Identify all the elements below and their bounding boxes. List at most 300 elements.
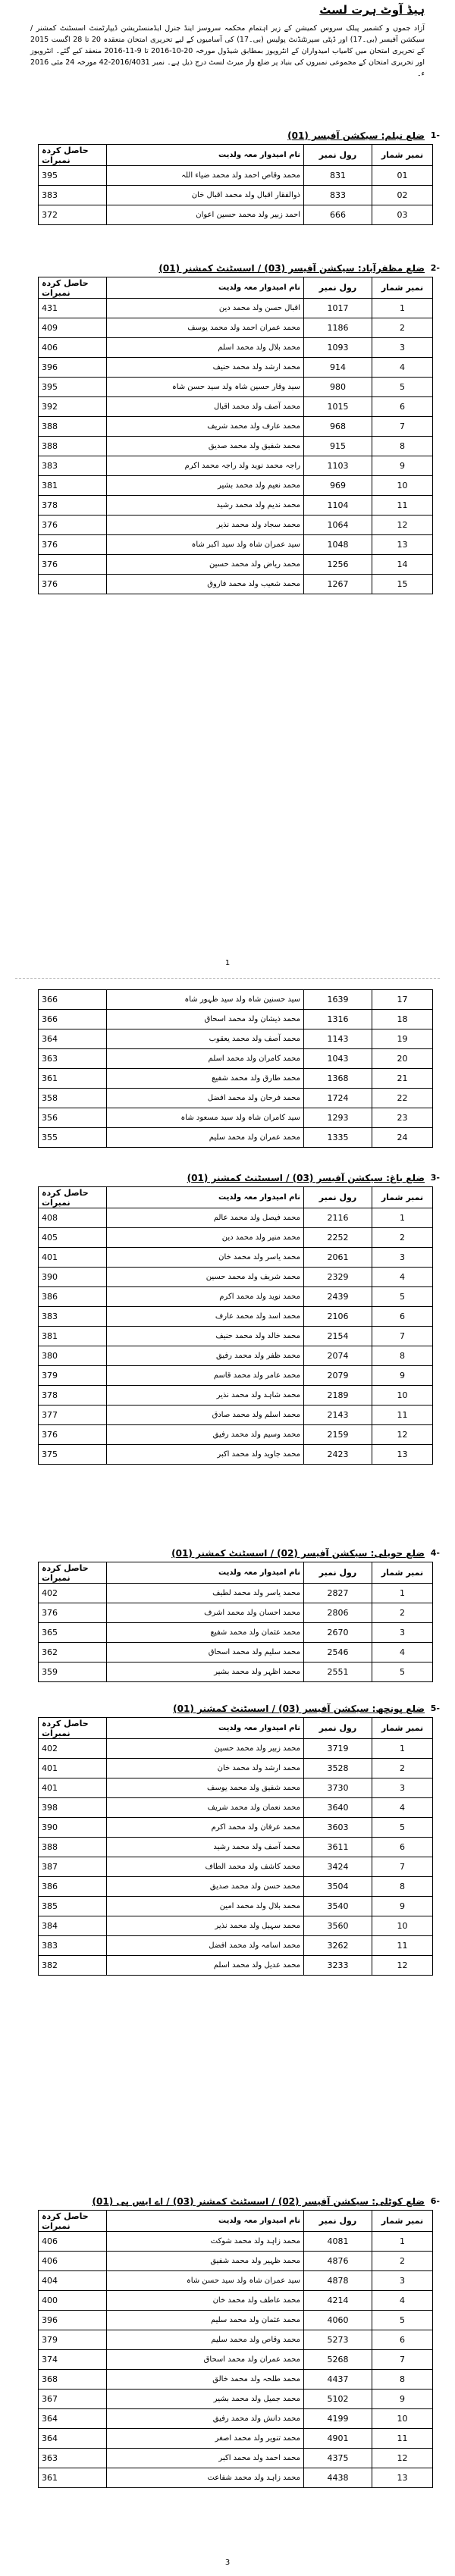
table-row <box>39 990 433 1010</box>
name-cell: محمد اظہر ولد محمد بشیر <box>107 1662 304 1682</box>
roll-number-cell: 3603 <box>304 1818 372 1838</box>
table-row <box>39 397 433 417</box>
table-row <box>39 378 433 397</box>
score-cell: 409 <box>39 318 107 338</box>
serial-number-cell: 12 <box>372 1956 433 1976</box>
merit-table <box>38 1562 433 1682</box>
name-cell: محمد شفیق ولد محمد صدیق <box>107 437 304 456</box>
table-row <box>39 1425 433 1445</box>
score-cell: 401 <box>39 1248 107 1268</box>
score-cell: 364 <box>39 2409 107 2429</box>
roll-number-cell: 2439 <box>304 1287 372 1307</box>
page-number: 1 <box>224 959 231 967</box>
table-header-row <box>39 1718 433 1739</box>
table-row <box>39 2370 433 2390</box>
table-row <box>39 1623 433 1643</box>
score-cell: 383 <box>39 456 107 476</box>
serial-number-cell: 21 <box>372 1069 433 1089</box>
roll-column-header: رول نمبر <box>304 277 372 299</box>
table-row <box>39 358 433 378</box>
name-cell: سید حسنین شاہ ولد سید ظہور شاہ <box>107 990 304 1010</box>
name-cell: محمد ندیم ولد محمد رشید <box>107 496 304 516</box>
serial-number-cell: 1 <box>372 1208 433 1228</box>
table-row <box>39 1877 433 1897</box>
serial-number-cell: 4 <box>372 2291 433 2311</box>
section-title: ضلع کوٹلی: سیکشن آفیسر (02) / اسسٹنٹ کمشنر (03) / اے ایس پی (01) <box>92 2196 425 2207</box>
serial-number-cell: 9 <box>372 1366 433 1386</box>
score-column-header: حاصل کردہ نمبرات <box>39 2211 107 2232</box>
name-cell: محمد عمران ولد محمد اسحاق <box>107 2350 304 2370</box>
district-section <box>15 262 440 594</box>
name-cell: محمد حسن ولد محمد صدیق <box>107 1877 304 1897</box>
merit-table <box>38 2210 433 2488</box>
name-cell: محمد یاسر ولد محمد لطیف <box>107 1584 304 1603</box>
table-row <box>39 2350 433 2370</box>
table-row <box>39 166 433 186</box>
table-row <box>39 1386 433 1406</box>
roll-number-cell: 3640 <box>304 1798 372 1818</box>
score-cell: 367 <box>39 2390 107 2409</box>
name-cell: محمد ذیشان ولد محمد اسحاق <box>107 1010 304 1029</box>
name-cell: محمد فیصل ولد محمد عالم <box>107 1208 304 1228</box>
serial-number-cell: 5 <box>372 1287 433 1307</box>
name-cell: اقبال حسن ولد محمد دین <box>107 299 304 318</box>
score-cell: 359 <box>39 1662 107 1682</box>
table-header-row <box>39 145 433 166</box>
table-row <box>39 1584 433 1603</box>
name-cell: محمد منیر ولد محمد دین <box>107 1228 304 1248</box>
name-cell: محمد وقاص ولد محمد سلیم <box>107 2330 304 2350</box>
score-cell: 366 <box>39 990 107 1010</box>
name-cell: محمد نوید ولد محمد اکرم <box>107 1287 304 1307</box>
name-cell: محمد اسلم ولد محمد صادق <box>107 1406 304 1425</box>
score-cell: 376 <box>39 575 107 594</box>
name-column-header: نام امیدوار معہ ولدیت <box>107 145 304 166</box>
table-row <box>39 1838 433 1857</box>
name-cell: محمد خالد ولد محمد حنیف <box>107 1327 304 1346</box>
name-cell: راجہ محمد نوید ولد راجہ محمد اکرم <box>107 456 304 476</box>
name-cell: محمد اسد ولد محمد عارف <box>107 1307 304 1327</box>
roll-column-header: رول نمبر <box>304 145 372 166</box>
name-cell: محمد بلال ولد محمد امین <box>107 1897 304 1916</box>
page-number: 3 <box>224 2559 231 2567</box>
table-row <box>39 2252 433 2271</box>
serial-number-cell: 01 <box>372 166 433 186</box>
roll-number-cell: 1256 <box>304 555 372 575</box>
table-row <box>39 555 433 575</box>
score-cell: 392 <box>39 397 107 417</box>
serial-number-cell: 03 <box>372 205 433 225</box>
serial-number-cell: 2 <box>372 1603 433 1623</box>
serial-number-cell: 22 <box>372 1089 433 1108</box>
roll-number-cell: 2159 <box>304 1425 372 1445</box>
roll-number-cell: 3424 <box>304 1857 372 1877</box>
merit-table <box>38 144 433 225</box>
name-cell: محمد شریف ولد محمد حسین <box>107 1268 304 1287</box>
name-cell: محمد طارق ولد محمد شفیع <box>107 1069 304 1089</box>
roll-number-cell: 3719 <box>304 1739 372 1759</box>
name-cell: محمد عثمان ولد محمد شفیع <box>107 1623 304 1643</box>
roll-number-cell: 4199 <box>304 2409 372 2429</box>
serial-number-cell: 14 <box>372 555 433 575</box>
roll-number-cell: 4060 <box>304 2311 372 2330</box>
table-row <box>39 1089 433 1108</box>
section-title: ضلع حویلی: سیکشن آفیسر (02) / اسسٹنٹ کمشنر (01) <box>171 1548 425 1559</box>
serial-number-cell: 4 <box>372 1798 433 1818</box>
name-cell: محمد شعیب ولد محمد فاروق <box>107 575 304 594</box>
section-header <box>15 1547 440 1562</box>
name-cell: محمد زبیر ولد محمد حسین <box>107 1739 304 1759</box>
name-cell: محمد زاہد ولد محمد شوکت <box>107 2232 304 2252</box>
roll-number-cell: 969 <box>304 476 372 496</box>
roll-number-cell: 3233 <box>304 1956 372 1976</box>
score-cell: 408 <box>39 1208 107 1228</box>
roll-number-cell: 2546 <box>304 1643 372 1662</box>
district-section <box>15 989 440 1148</box>
score-cell: 387 <box>39 1857 107 1877</box>
name-cell: محمد یاسر ولد محمد خان <box>107 1248 304 1268</box>
name-cell: محمد عثمان ولد محمد سلیم <box>107 2311 304 2330</box>
roll-number-cell: 1093 <box>304 338 372 358</box>
score-cell: 362 <box>39 1643 107 1662</box>
serial-number-cell: 1 <box>372 2232 433 2252</box>
roll-number-cell: 1043 <box>304 1049 372 1069</box>
name-cell: سید وقار حسین شاہ ولد سید حسن شاہ <box>107 378 304 397</box>
table-row <box>39 456 433 476</box>
roll-number-cell: 2189 <box>304 1386 372 1406</box>
roll-number-cell: 1724 <box>304 1089 372 1108</box>
serial-number-cell: 2 <box>372 1759 433 1778</box>
name-cell: محمد احمد ولد محمد اکبر <box>107 2449 304 2468</box>
serial-number-cell: 19 <box>372 1029 433 1049</box>
score-cell: 390 <box>39 1818 107 1838</box>
name-cell: محمد شاہد ولد محمد نذیر <box>107 1386 304 1406</box>
table-row <box>39 1662 433 1682</box>
name-cell: ذوالفقار اقبال ولد محمد اقبال خان <box>107 186 304 205</box>
serial-number-cell: 3 <box>372 1778 433 1798</box>
score-cell: 402 <box>39 1584 107 1603</box>
serial-number-cell: 6 <box>372 397 433 417</box>
table-row <box>39 2232 433 2252</box>
name-cell: محمد نعیم ولد محمد بشیر <box>107 476 304 496</box>
roll-number-cell: 1017 <box>304 299 372 318</box>
roll-number-cell: 4876 <box>304 2252 372 2271</box>
serial-number-cell: 1 <box>372 1739 433 1759</box>
merit-table <box>38 277 433 594</box>
roll-number-cell: 1267 <box>304 575 372 594</box>
serial-number-cell: 11 <box>372 2429 433 2449</box>
roll-number-cell: 2106 <box>304 1307 372 1327</box>
table-row <box>39 1307 433 1327</box>
name-cell: محمد زاہد ولد محمد شفاعت <box>107 2468 304 2488</box>
roll-number-cell: 2827 <box>304 1584 372 1603</box>
roll-number-cell: 1104 <box>304 496 372 516</box>
table-row <box>39 496 433 516</box>
document-heading: ہیڈ آوٹ ہرت لسٹ <box>319 3 425 17</box>
score-cell: 363 <box>39 1049 107 1069</box>
serial-column-header: نمبر شمار <box>372 145 433 166</box>
serial-number-cell: 20 <box>372 1049 433 1069</box>
name-cell: محمد شفیق ولد محمد یوسف <box>107 1778 304 1798</box>
section-header <box>15 2195 440 2210</box>
score-cell: 383 <box>39 1307 107 1327</box>
table-row <box>39 535 433 555</box>
table-row <box>39 1049 433 1069</box>
score-cell: 375 <box>39 1445 107 1465</box>
roll-number-cell: 3540 <box>304 1897 372 1916</box>
table-row <box>39 1010 433 1029</box>
roll-number-cell: 3560 <box>304 1916 372 1936</box>
roll-number-cell: 980 <box>304 378 372 397</box>
score-cell: 356 <box>39 1108 107 1128</box>
score-cell: 396 <box>39 2311 107 2330</box>
score-cell: 386 <box>39 1287 107 1307</box>
table-row <box>39 1936 433 1956</box>
table-row <box>39 2409 433 2429</box>
serial-number-cell: 12 <box>372 516 433 535</box>
name-column-header: نام امیدوار معہ ولدیت <box>107 1718 304 1739</box>
serial-number-cell: 4 <box>372 1268 433 1287</box>
section-title: ضلع پونچھ: سیکشن آفیسر (03) / اسسٹنٹ کمشنر (01) <box>173 1703 425 1714</box>
serial-number-cell: 7 <box>372 1857 433 1877</box>
serial-number-cell: 2 <box>372 2252 433 2271</box>
table-row <box>39 1128 433 1148</box>
score-cell: 400 <box>39 2291 107 2311</box>
table-row <box>39 1108 433 1128</box>
score-cell: 364 <box>39 2429 107 2449</box>
section-number: -1 <box>430 130 440 140</box>
serial-number-cell: 11 <box>372 496 433 516</box>
roll-number-cell: 3611 <box>304 1838 372 1857</box>
score-cell: 406 <box>39 338 107 358</box>
table-header-row <box>39 2211 433 2232</box>
name-cell: محمد آصف ولد محمد یعقوب <box>107 1029 304 1049</box>
serial-number-cell: 15 <box>372 575 433 594</box>
table-row <box>39 186 433 205</box>
table-row <box>39 1603 433 1623</box>
score-cell: 390 <box>39 1268 107 1287</box>
section-number: -2 <box>430 263 440 273</box>
serial-number-cell: 11 <box>372 1936 433 1956</box>
roll-number-cell: 4081 <box>304 2232 372 2252</box>
roll-number-cell: 4214 <box>304 2291 372 2311</box>
name-cell: محمد ارشد ولد محمد خان <box>107 1759 304 1778</box>
table-header-row <box>39 1187 433 1208</box>
table-row <box>39 299 433 318</box>
score-column-header: حاصل کردہ نمبرات <box>39 1718 107 1739</box>
district-section <box>15 1702 440 1976</box>
name-cell: محمد دانش ولد محمد رفیق <box>107 2409 304 2429</box>
roll-number-cell: 5102 <box>304 2390 372 2409</box>
score-cell: 358 <box>39 1089 107 1108</box>
score-cell: 379 <box>39 1366 107 1386</box>
roll-column-header: رول نمبر <box>304 2211 372 2232</box>
score-cell: 366 <box>39 1010 107 1029</box>
roll-number-cell: 4901 <box>304 2429 372 2449</box>
section-header <box>15 1702 440 1717</box>
name-cell: محمد عمران احمد ولد محمد یوسف <box>107 318 304 338</box>
table-row <box>39 205 433 225</box>
serial-column-header: نمبر شمار <box>372 1187 433 1208</box>
serial-number-cell: 13 <box>372 1445 433 1465</box>
district-section <box>15 1547 440 1682</box>
serial-number-cell: 9 <box>372 456 433 476</box>
score-cell: 395 <box>39 378 107 397</box>
serial-number-cell: 11 <box>372 1406 433 1425</box>
score-cell: 398 <box>39 1798 107 1818</box>
serial-number-cell: 9 <box>372 2390 433 2409</box>
roll-column-header: رول نمبر <box>304 1562 372 1584</box>
table-row <box>39 2468 433 2488</box>
serial-number-cell: 1 <box>372 299 433 318</box>
section-header <box>15 262 440 277</box>
roll-column-header: رول نمبر <box>304 1718 372 1739</box>
score-cell: 406 <box>39 2252 107 2271</box>
table-row <box>39 1778 433 1798</box>
score-column-header: حاصل کردہ نمبرات <box>39 277 107 299</box>
name-cell: محمد وسیم ولد محمد رفیق <box>107 1425 304 1445</box>
merit-table <box>38 1186 433 1465</box>
roll-number-cell: 1293 <box>304 1108 372 1128</box>
table-row <box>39 1406 433 1425</box>
name-cell: محمد احسان ولد محمد اشرف <box>107 1603 304 1623</box>
serial-number-cell: 1 <box>372 1584 433 1603</box>
score-cell: 380 <box>39 1346 107 1366</box>
roll-number-cell: 1316 <box>304 1010 372 1029</box>
score-cell: 385 <box>39 1897 107 1916</box>
section-number: -3 <box>430 1173 440 1183</box>
name-cell: محمد کامران ولد محمد اسلم <box>107 1049 304 1069</box>
score-cell: 363 <box>39 2449 107 2468</box>
roll-number-cell: 1639 <box>304 990 372 1010</box>
roll-number-cell: 3262 <box>304 1936 372 1956</box>
name-cell: محمد ظہیر ولد محمد شفیق <box>107 2252 304 2271</box>
name-cell: محمد نعمان ولد محمد شریف <box>107 1798 304 1818</box>
table-row <box>39 1897 433 1916</box>
roll-number-cell: 1064 <box>304 516 372 535</box>
table-row <box>39 516 433 535</box>
name-cell: محمد اسامہ ولد محمد افضل <box>107 1936 304 1956</box>
score-cell: 381 <box>39 1327 107 1346</box>
section-header <box>15 129 440 144</box>
roll-number-cell: 4437 <box>304 2370 372 2390</box>
serial-number-cell: 10 <box>372 476 433 496</box>
name-column-header: نام امیدوار معہ ولدیت <box>107 1562 304 1584</box>
table-row <box>39 2271 433 2291</box>
roll-number-cell: 2143 <box>304 1406 372 1425</box>
table-row <box>39 575 433 594</box>
serial-number-cell: 5 <box>372 1818 433 1838</box>
name-cell: محمد تنویر ولد محمد اصغر <box>107 2429 304 2449</box>
district-section <box>15 1171 440 1465</box>
score-cell: 379 <box>39 2330 107 2350</box>
name-cell: محمد آصف ولد محمد اقبال <box>107 397 304 417</box>
table-row <box>39 1445 433 1465</box>
table-header-row <box>39 277 433 299</box>
score-cell: 384 <box>39 1916 107 1936</box>
score-cell: 368 <box>39 2370 107 2390</box>
score-cell: 381 <box>39 476 107 496</box>
roll-number-cell: 666 <box>304 205 372 225</box>
serial-number-cell: 13 <box>372 2468 433 2488</box>
roll-number-cell: 2670 <box>304 1623 372 1643</box>
roll-column-header: رول نمبر <box>304 1187 372 1208</box>
serial-number-cell: 10 <box>372 1386 433 1406</box>
score-cell: 388 <box>39 437 107 456</box>
serial-number-cell: 3 <box>372 2271 433 2291</box>
name-column-header: نام امیدوار معہ ولدیت <box>107 2211 304 2232</box>
score-cell: 378 <box>39 496 107 516</box>
score-cell: 376 <box>39 555 107 575</box>
section-number: -4 <box>430 1548 440 1558</box>
table-row <box>39 437 433 456</box>
serial-number-cell: 8 <box>372 437 433 456</box>
score-cell: 388 <box>39 417 107 437</box>
serial-number-cell: 18 <box>372 1010 433 1029</box>
name-cell: محمد عدیل ولد محمد اسلم <box>107 1956 304 1976</box>
score-cell: 374 <box>39 2350 107 2370</box>
section-title: ضلع باغ: سیکشن آفیسر (03) / اسسٹنٹ کمشنر (01) <box>187 1173 425 1183</box>
name-cell: محمد وقاص احمد ولد محمد ضیاء اللہ <box>107 166 304 186</box>
name-cell: محمد فرحان ولد محمد افضل <box>107 1089 304 1108</box>
serial-number-cell: 6 <box>372 1307 433 1327</box>
table-row <box>39 1228 433 1248</box>
table-row <box>39 2390 433 2409</box>
score-cell: 361 <box>39 1069 107 1089</box>
table-row <box>39 1208 433 1228</box>
table-header-row <box>39 1562 433 1584</box>
roll-number-cell: 2329 <box>304 1268 372 1287</box>
roll-number-cell: 1368 <box>304 1069 372 1089</box>
roll-number-cell: 4438 <box>304 2468 372 2488</box>
roll-number-cell: 915 <box>304 437 372 456</box>
table-row <box>39 1069 433 1089</box>
page-break <box>15 978 440 979</box>
score-cell: 376 <box>39 516 107 535</box>
roll-number-cell: 4375 <box>304 2449 372 2468</box>
score-cell: 364 <box>39 1029 107 1049</box>
table-row <box>39 318 433 338</box>
table-row <box>39 338 433 358</box>
name-cell: محمد کاشف ولد محمد الطاف <box>107 1857 304 1877</box>
score-cell: 404 <box>39 2271 107 2291</box>
name-cell: محمد بلال ولد محمد اسلم <box>107 338 304 358</box>
name-cell: محمد سلیم ولد محمد اسحاق <box>107 1643 304 1662</box>
table-row <box>39 2449 433 2468</box>
score-cell: 383 <box>39 1936 107 1956</box>
roll-number-cell: 1015 <box>304 397 372 417</box>
roll-number-cell: 3730 <box>304 1778 372 1798</box>
serial-number-cell: 6 <box>372 1838 433 1857</box>
serial-number-cell: 02 <box>372 186 433 205</box>
table-row <box>39 1327 433 1346</box>
table-row <box>39 476 433 496</box>
name-cell: محمد ارشد ولد محمد حنیف <box>107 358 304 378</box>
table-row <box>39 1029 433 1049</box>
score-cell: 402 <box>39 1739 107 1759</box>
name-cell: سید کامران شاہ ولد سید مسعود شاہ <box>107 1108 304 1128</box>
name-column-header: نام امیدوار معہ ولدیت <box>107 1187 304 1208</box>
table-row <box>39 1346 433 1366</box>
merit-table <box>38 989 433 1148</box>
roll-number-cell: 1186 <box>304 318 372 338</box>
serial-number-cell: 12 <box>372 1425 433 1445</box>
serial-number-cell: 3 <box>372 1248 433 1268</box>
section-title: ضلع نیلم: سیکشن آفیسر (01) <box>287 130 425 141</box>
score-cell: 383 <box>39 186 107 205</box>
score-cell: 395 <box>39 166 107 186</box>
section-header <box>15 1171 440 1186</box>
